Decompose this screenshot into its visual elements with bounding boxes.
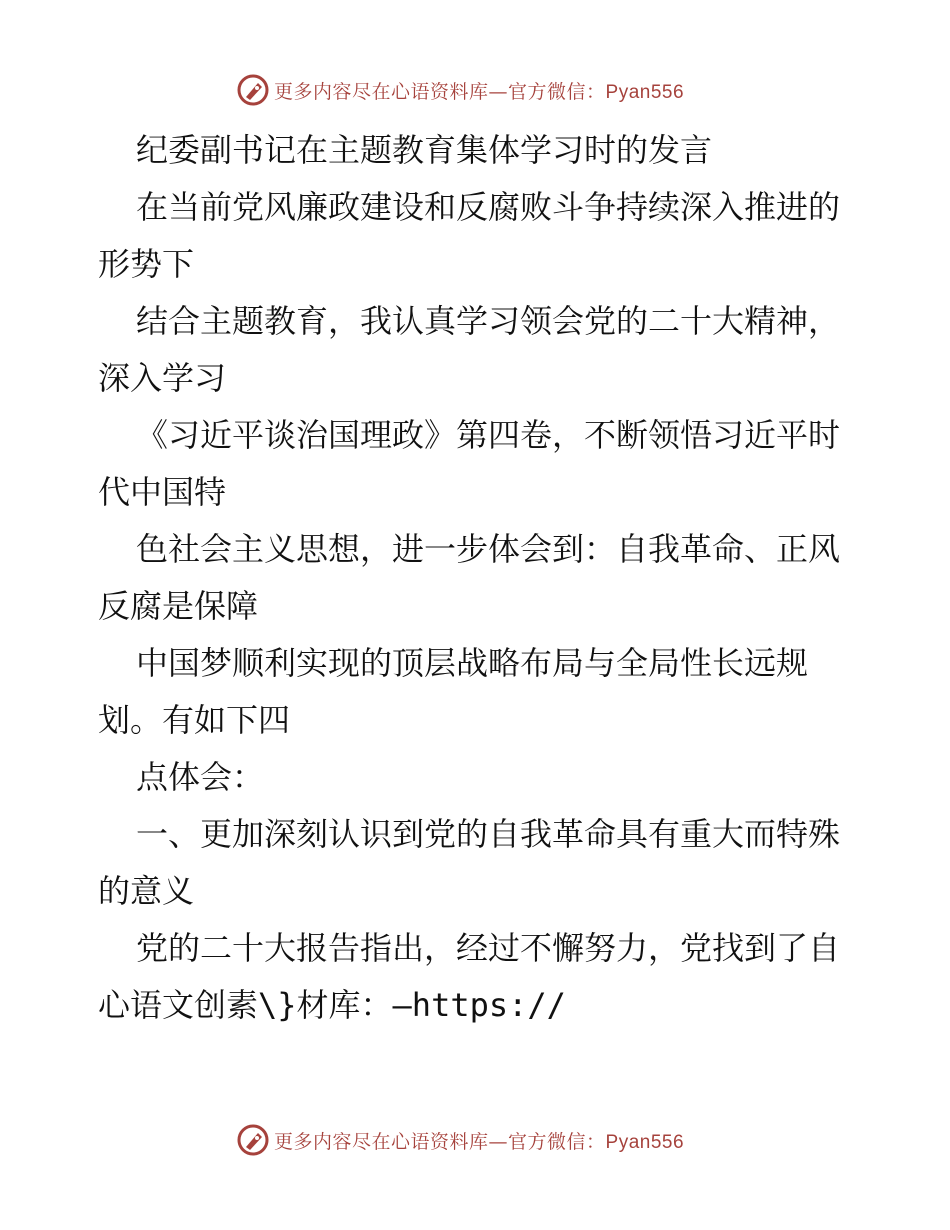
footer-separator: — [488, 1130, 509, 1153]
footer-banner [0, 1120, 950, 1160]
pen-nib-logo-icon [236, 73, 270, 107]
header-separator: — [488, 80, 509, 103]
document-body [98, 122, 858, 1034]
paragraph: 点体会： [136, 758, 265, 796]
header-banner [0, 70, 950, 110]
paragraph-title: 纪委副书记在主题教育集体学习时的发言 [136, 131, 713, 169]
paragraph: 色社会主义思想，进一步体会到：自我革命、正风反腐是保障 [98, 530, 841, 625]
paragraph: 在当前党风廉政建设和反腐败斗争持续深入推进的形势下 [98, 188, 841, 283]
pen-nib-logo-icon [236, 1123, 270, 1157]
paragraph: 党的二十大报告指出，经过不懈努力，党找到了自心语文创素\}材库：—https:// [98, 929, 841, 1024]
paragraph: 结合主题教育，我认真学习领会党的二十大精神，深入学习 [98, 302, 841, 397]
footer-wechat-id: Pyan556 [605, 1131, 685, 1153]
paragraph: 中国梦顺利实现的顶层战略布局与全局性长远规划。有如下四 [98, 644, 809, 739]
header-wechat-id: Pyan556 [605, 81, 685, 103]
header-brand: 更多内容尽在心语资料库 [274, 80, 489, 103]
header-wechat-label: 官方微信： [508, 80, 606, 103]
footer-brand: 更多内容尽在心语资料库 [274, 1130, 489, 1153]
section-heading: 一、更加深刻认识到党的自我革命具有重大而特殊的意义 [98, 815, 841, 910]
paragraph: 《习近平谈治国理政》第四卷，不断领悟习近平时代中国特 [98, 416, 841, 511]
footer-wechat-label: 官方微信： [508, 1130, 606, 1153]
